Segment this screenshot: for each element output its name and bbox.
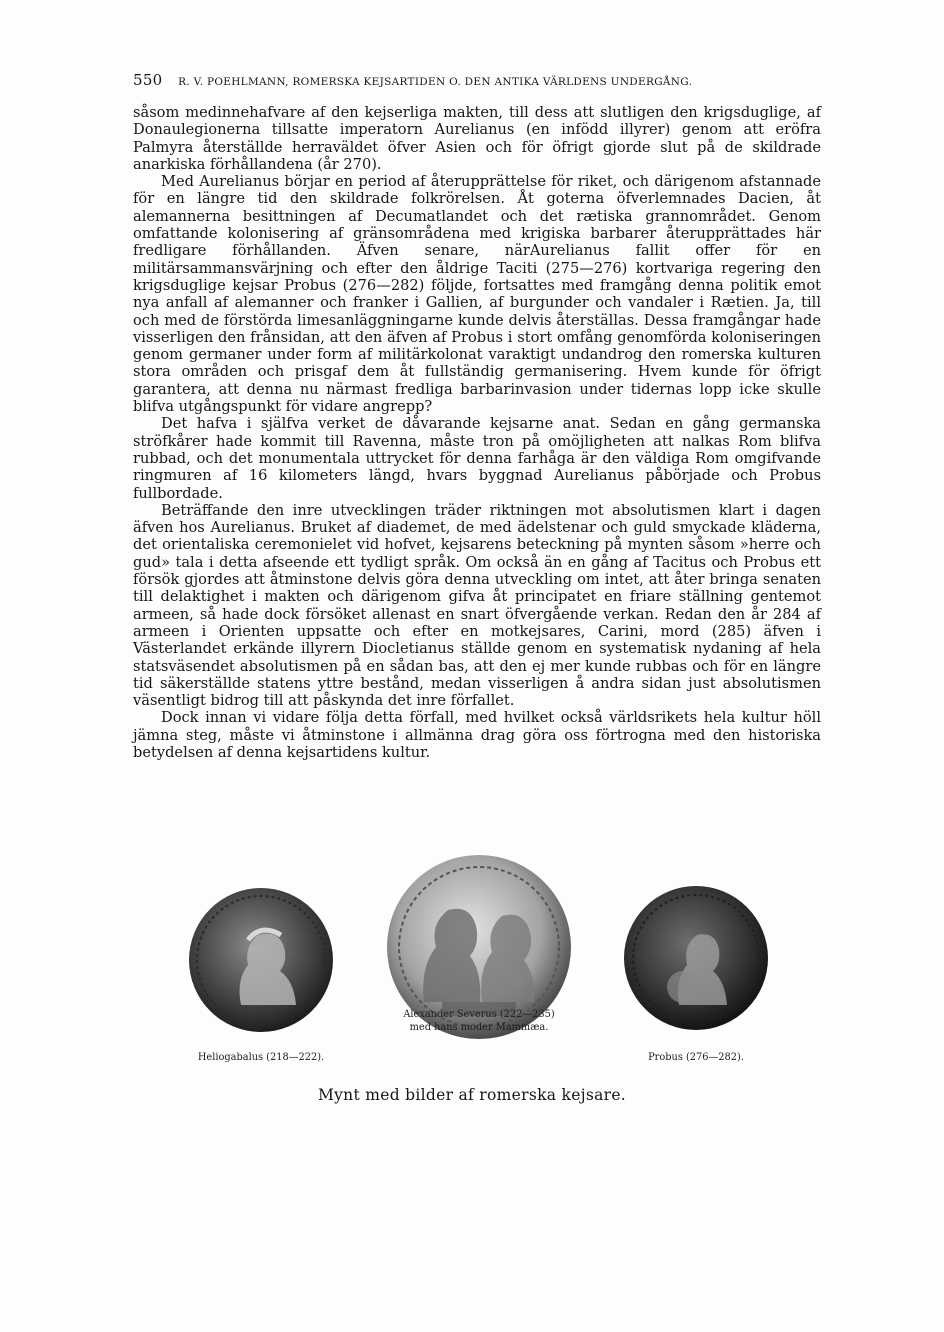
paragraph: Med Aurelianus börjar en period af återupprättelse för riket, och därigenom afstannade för en längre tid den skildrade folkrörelsen. Åt goterna öfverlemnades Dacien, åt alemannerna besittningen af Decumatlandet och det rætiska grannområdet. Genom omfattande kolonisering af gränsområdena med krigiska barbarer återupprättades här fredligare förhållanden. Äfven senare, närAurelianus fallit offer för en militärsammansvärjning och efter den åldrige Taciti (275—276) kortvariga regering den krigsduglige kejsar Probus (276—282) följde, fortsattes med framgång denna politik emot nya anfall af alemanner och franker i Gallien, af burgunder och vandaler i Rætien. Ja, till och med de förstörda limesanläggningarne kunde delvis återställas. Dessa framgångar hade visserligen den frånsidan, att den äfven af Probus i stort omfång genomförda koloniseringen genom germaner under form af militärkolonat varaktigt undandrog den romerska kulturen stora områden och prisgaf dem åt fullständig germanisering. Hvem kunde för öfrigt garantera, att denna nu närmast fredliga barbarinvasion under tidernas lopp icke skulle blifva utgångspunkt för vidare angrepp?: [133, 173, 821, 416]
coin-caption: Heliogabalus (218—222).: [197, 1052, 325, 1063]
paragraph: Beträffande den inre utvecklingen träder riktningen mot absolutismen klart i dagen äfven hos Aurelianus. Bruket af diademet, de med ädelstenar och guld smyckade kläderna, det orientaliska ceremonielet vid hofvet, kejsarens beteckning på mynten såsom »herre och gud» tala i detta afseende ett tydligt språk. Om också än en gång af Tacitus och Probus ett försök gjordes att åtminstone delvis göra denna utveckling om intet, att åter bringa senaten till delaktighet i makten och därigenom gifva åt principatet en friare ställning gentemot armeen, så hade dock försöket allenast en snart öfvergående verkan. Redan den år 284 af armeen i Orienten uppsatte och efter en motkejsares, Carini, mord (285) äfven i Västerlandet erkände illyrern Diocletianus ställde genom en systematisk nydaning af hela statsväsendet absolutismen på en sådan bas, att den ej mer kunde rubbas och för en längre tid säkerställde statens yttre bestånd, medan visserligen å andra sidan just absolutismen väsentligt bidrog till att påskynda det inre förfallet.: [133, 501, 821, 710]
page-number: 550: [133, 71, 163, 89]
paragraph: Det hafva i själfva verket de dåvarande kejsarne anat. Sedan en gång germanska ströfkårer hade kommit till Ravenna, måste tron på omöjligheten att nalkas Rom blifva rubbad, och det monumentala uttrycket för denna farhåga är den väldiga Rom omgifvande ringmuren af 16 kilometers längd, hvars byggnad Aurelianus påbörjade och Probus fullbordade.: [133, 415, 821, 502]
coin-caption-line2: med hans moder Mammæa.: [409, 1022, 549, 1033]
coin-probus: [621, 883, 771, 1064]
running-header: [133, 71, 823, 89]
coin-image-probus: [621, 883, 771, 1033]
plate-caption: Mynt med bilder af romerska kejsare.: [317, 1086, 627, 1104]
coin-caption: Probus (276—282).: [648, 1052, 744, 1063]
paragraph: såsom medinnehafvare af den kejserliga makten, till dess att slutligen den krigsduglige, af Donaulegionerna tillsatte imperatorn Aurelianus (en infödd illyrer) genom att eröfra Palmyra återställde herraväldet öfver Asien och för öfrigt gjorde slut på de skildrade anarkiska förhållandena (år 270).: [133, 104, 821, 173]
body-text: [133, 104, 821, 761]
coin-plate: [0, 845, 944, 1115]
coin-heliogabalus: [186, 885, 336, 1064]
running-title: R. V. POEHLMANN, ROMERSKA KEJSARTIDEN O. DEN ANTIKA VÄRLDENS UNDERGÅNG.: [178, 76, 693, 88]
coin-caption-line1: Alexander Severus (222—235): [403, 1009, 555, 1020]
coin-image-heliogabalus: [186, 885, 336, 1035]
coin-alexander-severus: [384, 852, 574, 1034]
paragraph: Dock innan vi vidare följa detta förfall, med hvilket också världsrikets hela kultur höll jämna steg, måste vi åtminstone i allmänna drag göra oss förtrogna med den historiska betydelsen af denna kejsartidens kultur.: [133, 709, 821, 761]
